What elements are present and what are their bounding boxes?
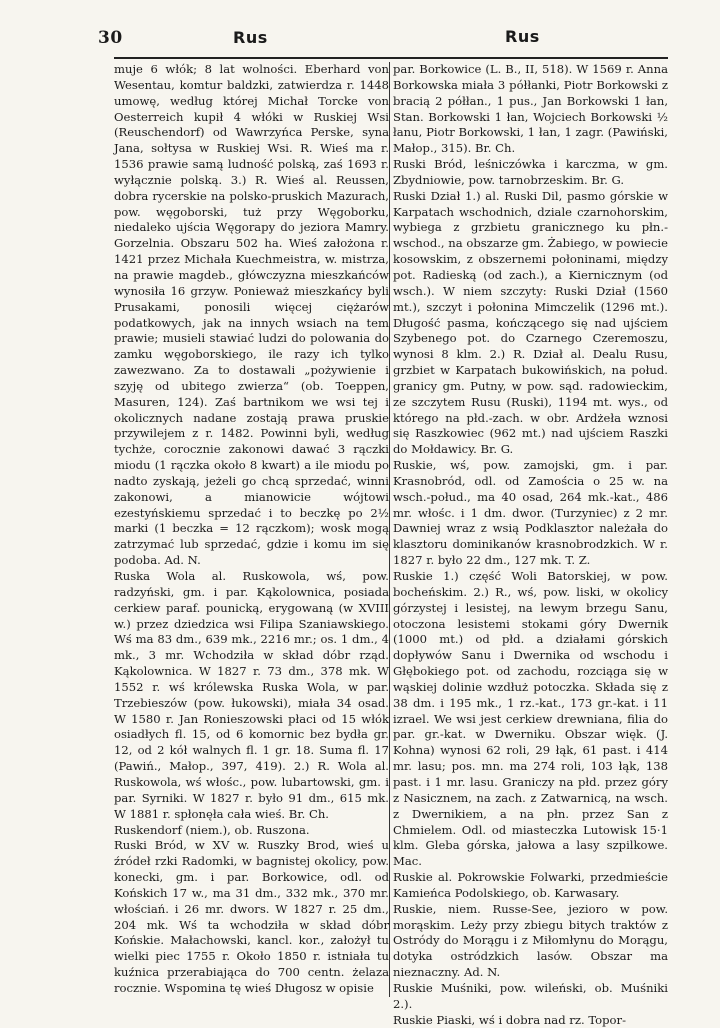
entry-paragraph: Ruskie Piaski, wś i dobra nad rz. Topor-: [393, 1012, 626, 1027]
entry-paragraph: Ruskie Muśniki, pow. wileński, ob. Muśniki 2.).: [393, 980, 668, 1011]
entry-paragraph: Ruski Dział 1.) al. Ruski Dil, pasmo górskie w Karpatach wschodnich, dziale czarnohorskim, wybiega z grzbietu granicznego ku płn.-wschod., na obszarze gm. Żabiego, w powiecie kosowskim, z obszernemi połoninami, między pot. Radieską (od zach.), a Kiernicznym (od wsch.). W niem szczyty: Ruski Dział (1560 mt.), szczyt i połonina Mimczelik (1296 mt.). Długość pasma, kończącego się nad ujściem Szybenego pot. do Czarnego Czeremoszu, wynosi 8 klm. 2.) R. Dział al. Dealu Rusu, grzbiet w Karpatach bukowińskich, na połud. granicy gm. Putny, w pow. sąd. radowieckim, ze szczytem Rusu (Ruski), 1194 mt. wys., od którego na płd.-zach. w obr. Ardżeła wznosi się Raszkowiec (962 mt.) nad ujściem Raszki do Mołdawicy. Br. G.: [393, 188, 669, 457]
entry-paragraph: Ruskendorf (niem.), ob. Ruszona.: [114, 822, 310, 837]
entry-paragraph: Ruskie 1.) część Woli Batorskiej, w pow. bocheńskim. 2.) R., wś, pow. liski, w okolicy górzystej i lesistej, na lewym brzegu Sanu, otoczona lesistemi stokami góry Dwernik (1000 mt.) od płd. a działami górskich dopływów Sanu i Dwernika od wschodu i Głębokiego pot. od zachodu, rozciąga się w wąskiej dolinie wzdłuż potoczka. Składa się z 38 dm. i 195 mk., 1 rz.-kat., 173 gr.-kat. i 11 izrael. We wsi jest cerkiew drewniana, filia do par. gr.-kat. w Dwerniku. Obszar więk. (J. Kohna) wynosi 62 roli, 29 łąk, 61 past. i 414 mr. lasu; pos. mn. ma 274 roli, 103 łąk, 138 past. i 1 mr. lasu. Graniczy na płd. przez góry z Nasicznem, na zach. z Zatwarnicą, na wsch. z Dwernikiem, a na płn. przez San z Chmielem. Odl. od miasteczka Lutowisk 15·1 klm. Gleba górska, jałowa a lasy szpilkowe. Mac.: [393, 569, 668, 869]
entry-paragraph: Ruski Bród, leśniczówka i karczma, w gm. Zbydniowie, pow. tarnobrzeskim. Br. G.: [393, 157, 668, 187]
right-column: [393, 62, 669, 1027]
left-column: [114, 62, 389, 995]
entry-paragraph: Ruskie, wś, pow. zamojski, gm. i par. Krasnobród, odl. od Zamościa o 25 w. na wsch.-połud., ma 40 osad, 264 mk.-kat., 486 mr. włośc. i 1 dm. dwor. (Turzyniec) z 2 mr. Dawniej wraz z wsią Podklasztor należała do klasztoru dominikanów krasnobrodzkich. W r. 1827 r. było 22 dm., 127 mk. T. Z.: [393, 458, 668, 568]
entry-paragraph: Ruskie, niem. Russe-See, jezioro w pow. morąskim. Leży przy zbiegu bitych traktów z Ostródy do Morągu i z Miłomłynu do Morągu, dotyka ostródzkich lasów. Obszar ma nieznaczny. Ad. N.: [393, 901, 668, 980]
entry-paragraph: Ruskie al. Pokrowskie Folwarki, przedmieście Kamieńca Podolskiego, ob. Karwasary.: [393, 870, 668, 900]
running-header-right: Rus: [505, 27, 540, 46]
entry-paragraph: Ruska Wola al. Ruskowola, wś, pow. radzyński, gm. i par. Kąkolownica, posiada cerkiew paraf. pounicką, erygowaną (w XVIII w.) przez dziedzica wsi Filipa Szaniawskiego. Wś ma 83 dm., 639 mk., 2216 mr.; os. 1 dm., 4 mk., 3 mr. Wchodziła w skład dóbr rząd. Kąkolownica. W 1827 r. 73 dm., 378 mk. W 1552 r. wś królewska Ruska Wola, w par. Trzebieszów (pow. łukowski), miała 34 osad. W 1580 r. Jan Ronieszowski płaci od 15 włók osiadłych fl. 15, od 6 komornic bez bydła gr. 12, od 2 kół walnych fl. 1 gr. 18. Suma fl. 17 (Pawiń., Małop., 397, 419). 2.) R. Wola al. Ruskowola, wś włośc., pow. lubartowski, gm. i par. Syrniki. W 1827 r. było 91 dm., 615 mk. W 1881 r. spłonęła cała wieś. Br. Ch.: [114, 569, 389, 821]
running-header-left: Rus: [233, 28, 268, 47]
column-separator: [389, 62, 390, 997]
entry-paragraph: muje 6 włók; 8 lat wolności. Eberhard von Wesentau, komtur baldzki, zatwierdza r. 1448 umowę, według której Michał Torcke von Oesterreich kupił 4 włóki w Ruskiej Wsi (Reuschendorf) od Wawrzyńca Perske, syna Jana, sołtysa w Ruskiej Wsi. R. Wieś ma r. 1536 prawie samą ludność polską, zaś 1693 r. wyłącznie polską. 3.) R. Wieś al. Reussen, dobra rycerskie na polsko-pruskich Mazurach, pow. węgoborski, tuż przy Węgoborku, niedaleko ujścia Węgorapy do jeziora Mamry. Gorzelnia. Obszaru 502 ha. Wieś założona r. 1421 przez Michała Kuechmeistra, w. mistrza, na prawie magdeb., główczyzna mieszkańców wynosiła 16 grzyw. Ponieważ mieszkańcy byli Prusakami, ponosili więcej ciężarów podatkowych, jak na innych wsiach na tem prawie; musieli stawiać ludzi do polowania do zamku węgoborskiego, ile razy ich tylko zawezwano. Za to dostawali „pożywienie i szyję od ubitego zwierza“ (ob. Toeppen, Masuren, 124). Zaś bartnikom we wsi tej i okolicznych nadane zostają prawa pruskie przywilejem z r. 1482. Powinni byli, według tychże, corocznie zakonowi dawać 3 rączki miodu (1 rączka około 8 kwart) a ile miodu po nadto zyskają, jeżeli go chcą sprzedać, winni zakonowi, a mianowicie wójtowi ezestyńskiemu sprzedać i to beczkę po 2½ marki (1 beczka = 12 rączkom); wosk mogą zatrzymać lub sprzedać, gdzie i komu im się podoba. Ad. N.: [114, 62, 389, 568]
entry-paragraph: par. Borkowice (L. B., II, 518). W 1569 r. Anna Borkowska miała 3 półłanki, Piotr Borkowski z bracią 2 półłan., 1 pus., Jan Borkowski 1 łan, Stan. Borkowski 1 łan, Wojciech Borkowski ½ łanu, Piotr Borkowski, 1 łan, 1 zagr. (Pawiński, Małop., 315). Br. Ch.: [393, 62, 668, 156]
header-rule: [114, 57, 668, 59]
page-number: 30: [98, 28, 123, 48]
entry-paragraph: Ruski Bród, w XV w. Ruszky Brod, wieś u źródeł rzki Radomki, w bagnistej okolicy, pow. konecki, gm. i par. Borkowice, odl. od Końskich 17 w., ma 31 dm., 332 mk., 370 mr. włościań. i 26 mr. dwors. W 1827 r. 25 dm., 204 mk. Wś ta wchodziła w skład dóbr Końskie. Małachowski, kancl. kor., założył tu wielki piec 1755 r. Około 1850 r. istniała tu kuźnica przerabiająca do 700 centn. żelaza rocznie. Wspomina tę wieś Długosz w opisie: [114, 838, 389, 995]
